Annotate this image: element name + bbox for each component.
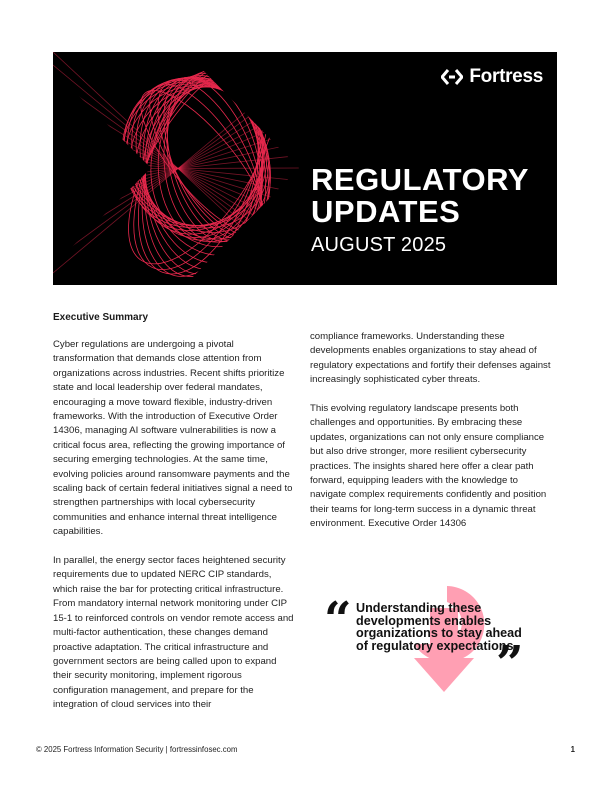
body-column-right (310, 330, 555, 546)
pull-quote (322, 574, 542, 694)
footer-text: © 2025 Fortress Information Security | fortressinfosec.com (36, 745, 238, 754)
paragraph: This evolving regulatory landscape presents both challenges and opportunities. By embracing these updates, organizations can not only ensure compliance but also drive stronger, more resilient cybersecurity practices. The insights shared here offer a clear path forward, equipping leaders with the knowledge to navigate complex requirements confidently and position their teams for long-term success in a dynamic threat environment. Executive Order 14306 (310, 403, 547, 530)
title-line-2: UPDATES (311, 194, 461, 229)
open-quote-icon: “ (324, 592, 352, 648)
body-column-left (53, 338, 296, 727)
fortress-logo (441, 66, 543, 88)
fortress-logo-icon (441, 69, 463, 85)
paragraph: compliance frameworks. Understanding these developments enables organizations to stay ahead of regulatory expectations and fortify their defenses against increasingly sophisticated cyber threats. (310, 331, 551, 386)
page-number: 1 (570, 745, 575, 754)
logo-text: Fortress (469, 66, 543, 87)
section-heading: Executive Summary (53, 312, 149, 323)
pull-quote-text: Understanding these developments enables organizations to stay ahead of regulatory expectations (356, 601, 522, 653)
title-line-1: REGULATORY (311, 162, 529, 197)
issue-date: AUGUST 2025 (311, 234, 447, 256)
page-title (311, 164, 529, 228)
paragraph: In parallel, the energy sector faces heightened security requirements due to updated NERC CIP standards, which raise the bar for protecting critical infrastructure. From mandatory internal network monitoring under CIP 15-1 to reinforced controls on vendor remote access and multi-factor authentication, these changes demand proactive adaptation. The critical infrastructure and government sectors are being called upon to expand their security monitoring, implement rigorous configuration management, and prepare for the integration of cloud services into their (53, 555, 294, 711)
close-quote-icon: ” (496, 636, 524, 692)
paragraph: Cyber regulations are undergoing a pivotal transformation that demands close attention from organizations across industries. Recent shifts prioritize state and local leadership over federal mandates, encouraging a move toward flexible, industry-driven frameworks. With the introduction of Executive Order 14306, managing AI software vulnerabilities is now a critical focus area, reflecting the growing importance of securing emerging technologies. At the same time, evolving policies around ransomware payments and the scaling back of certain federal initiatives signal a need to strengthen partnerships with local cybersecurity communities and enhance internal threat intelligence capabilities. (53, 339, 293, 538)
hero-banner (53, 52, 557, 285)
